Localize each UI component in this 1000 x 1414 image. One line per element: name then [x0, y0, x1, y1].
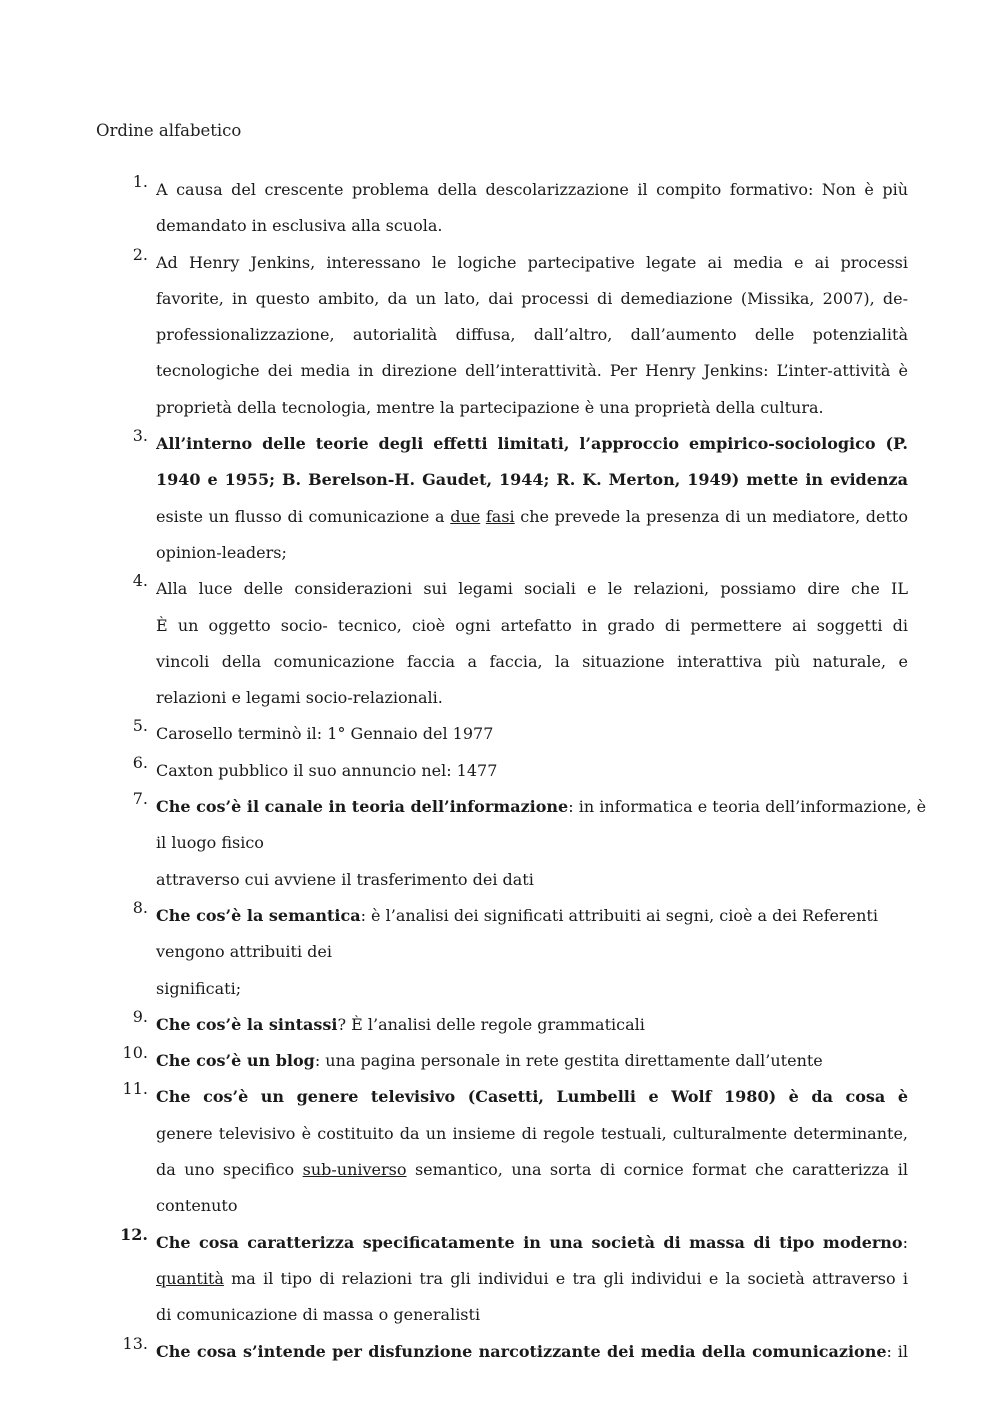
item-text-line: Carosello terminò il: 1° Gennaio del 1977 [156, 724, 494, 744]
underlined-text: fasi [485, 506, 515, 526]
page-heading: Ordine alfabetico [96, 121, 242, 140]
item-number: 5. [132, 716, 148, 736]
list-item [96, 789, 927, 898]
list-item [96, 1334, 908, 1370]
item-text-line: da uno specifico sub-universo semantico, una sorta di cornice format che caratterizza il [156, 1160, 908, 1180]
item-text-line: Caxton pubblico il suo annuncio nel: 1477 [156, 760, 498, 780]
item-text-line: il luogo fisico [156, 833, 264, 853]
item-text-line: quantità ma il tipo di relazioni tra gli individui e tra gli individui e la società attraverso i [156, 1268, 908, 1288]
underlined-text: quantità [156, 1268, 224, 1288]
item-text-line: Ad Henry Jenkins, interessano le logiche partecipative legate ai media e ai processi [156, 252, 908, 272]
list-item [96, 426, 908, 571]
item-text-line: esiste un flusso di comunicazione a due fasi che prevede la presenza di un mediatore, detto [156, 506, 908, 526]
item-text-line: Che cos’è il canale in teoria dell’informazione: in informatica e teoria dell’informazione, è [156, 797, 927, 817]
item-text-line: attraverso cui avviene il trasferimento dei dati [156, 869, 534, 889]
list-item [96, 245, 908, 426]
item-text-line: significati; [156, 978, 242, 998]
item-number: 1. [132, 172, 148, 191]
item-text-line: vincoli della comunicazione faccia a faccia, la situazione interattiva più naturale, e [156, 651, 908, 671]
item-text-line: A causa del crescente problema della descolarizzazione il compito formativo: Non è più [156, 180, 908, 199]
item-number: 12. [120, 1224, 148, 1244]
item-question: Che cosa caratterizza specificatamente in una società di massa di tipo moderno [156, 1232, 903, 1252]
list-item [96, 571, 908, 716]
item-question: Che cos’è un genere televisivo (Casetti, Lumbelli e Wolf 1980) è da cosa è [156, 1087, 908, 1107]
numbered-list [96, 172, 927, 1370]
item-text-line: di comunicazione di massa o generalisti [156, 1305, 481, 1325]
list-item [96, 753, 908, 789]
item-text-line: Che cos’è la sintassi? È l’analisi delle regole grammaticali [156, 1014, 645, 1034]
item-number: 4. [132, 571, 148, 591]
item-text-line: favorite, in questo ambito, da un lato, dai processi di demediazione (Missika, 2007), de- [156, 288, 908, 308]
item-text-line: professionalizzazione, autorialità diffusa, dall’altro, dall’aumento delle potenzialità [156, 325, 908, 345]
item-text-line: tecnologiche dei media in direzione dell’interattività. Per Henry Jenkins: L’inter-attività è [156, 361, 908, 381]
item-number: 6. [132, 752, 148, 772]
item-question: Che cos’è la semantica [156, 905, 361, 925]
item-number: 11. [122, 1079, 148, 1099]
item-text-line: Che cos’è un blog: una pagina personale in rete gestita direttamente dall’utente [156, 1051, 823, 1071]
list-item [96, 1043, 908, 1079]
item-text-line: demandato in esclusiva alla scuola. [156, 216, 443, 236]
list-item [96, 898, 908, 1007]
item-number: 13. [122, 1333, 148, 1353]
item-question-line: All’interno delle teorie degli effetti limitati, l’approccio empirico-sociologico (P. [156, 434, 908, 454]
item-number: 7. [132, 789, 148, 809]
item-text-line [156, 1079, 908, 1115]
item-text-line: È un oggetto socio- tecnico, cioè ogni artefatto in grado di permettere ai soggetti di [156, 615, 908, 635]
underlined-text: sub-universo [302, 1160, 407, 1180]
item-number: 9. [132, 1006, 148, 1026]
item-text-line: Alla luce delle considerazioni sui legami sociali e le relazioni, possiamo dire che IL [156, 579, 908, 599]
item-number: 3. [132, 426, 148, 446]
item-text-line: proprietà della tecnologia, mentre la partecipazione è una proprietà della cultura. [156, 397, 824, 417]
item-text-line: relazioni e legami socio-relazionali. [156, 688, 443, 708]
item-question: Che cos’è un blog [156, 1051, 315, 1071]
item-text-line: Che cosa caratterizza specificatamente in una società di massa di tipo moderno: [156, 1232, 908, 1252]
item-text-line: opinion-leaders; [156, 542, 287, 562]
list-item [96, 1225, 908, 1334]
item-question: Che cos’è il canale in teoria dell’informazione [156, 797, 569, 817]
item-question: Che cos’è la sintassi [156, 1014, 338, 1034]
list-item [96, 172, 908, 245]
item-question: Che cosa s’intende per disfunzione narcotizzante dei media della comunicazione [156, 1341, 887, 1361]
list-item [96, 716, 908, 752]
item-text-line: vengono attribuiti dei [156, 942, 332, 962]
item-text-line: Che cos’è la semantica: è l’analisi dei significati attribuiti ai segni, cioè a dei Referenti [156, 905, 878, 925]
underlined-text: due [450, 506, 481, 526]
item-text-line: Che cosa s’intende per disfunzione narcotizzante dei media della comunicazione: il [156, 1341, 908, 1361]
item-number: 10. [122, 1043, 148, 1063]
list-item [96, 1079, 908, 1224]
item-number: 2. [132, 244, 148, 264]
item-number: 8. [132, 897, 148, 917]
list-item [96, 1007, 908, 1043]
item-text-line: contenuto [156, 1196, 238, 1216]
item-text-line: genere televisivo è costituito da un insieme di regole testuali, culturalmente determinante, [156, 1123, 908, 1143]
item-question-line: 1940 e 1955; B. Berelson-H. Gaudet, 1944; R. K. Merton, 1949) mette in evidenza [156, 470, 908, 490]
